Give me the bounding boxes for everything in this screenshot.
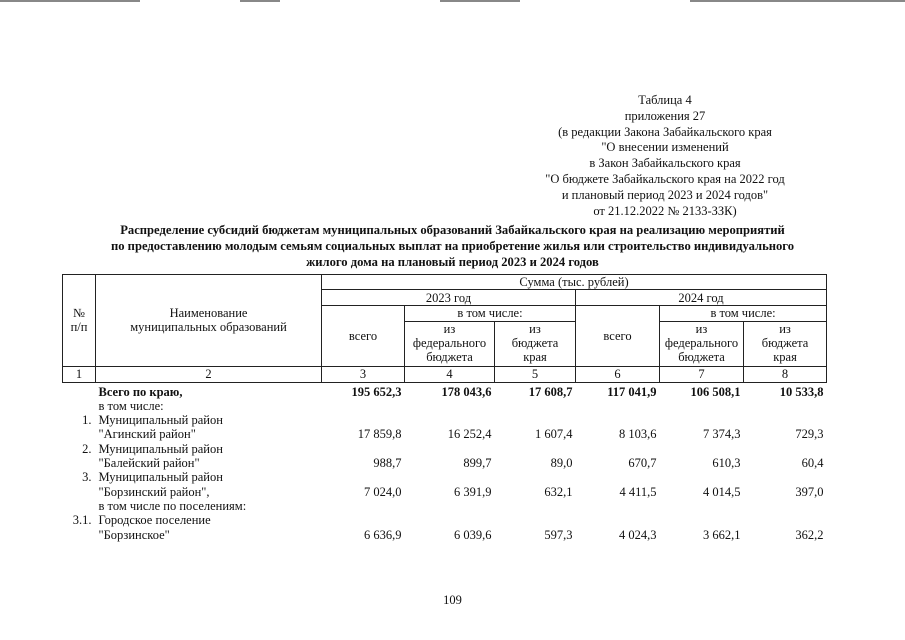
note-line: в Закон Забайкальского края (589, 156, 741, 171)
row-name: Городское поселение "Борзинское" (98, 513, 211, 542)
cell-total-2023 (322, 399, 405, 413)
cell-total-2023 (322, 499, 405, 513)
cell-fed-2024: 610,3 (712, 456, 741, 471)
table-row (63, 442, 827, 471)
cell-fed-2023: 6 391,9 (454, 484, 492, 499)
row-name: в том числе: (98, 398, 164, 413)
cell-fed-2023: 899,7 (463, 456, 492, 471)
header-incl-2024: в том числе: (660, 306, 827, 321)
row-name: Муниципальный район "Балейский район" (98, 441, 223, 471)
header-total-2023: всего (322, 306, 405, 366)
cell-reg-2024: 397,0 (795, 484, 824, 499)
cell-reg-2023 (495, 399, 576, 413)
cell-total-2024: 4 411,5 (619, 484, 657, 499)
cell-total-2023: 195 652,3 (351, 384, 402, 399)
cell-reg-2023: 632,1 (544, 484, 573, 499)
table-row (63, 382, 827, 399)
cell-total-2024 (576, 399, 660, 413)
cell-reg-2023: 1 607,4 (535, 427, 573, 442)
table-row (63, 399, 827, 413)
note-line: от 21.12.2022 № 2133-ЗЗК) (593, 203, 737, 218)
cell-total-2024: 670,7 (628, 456, 657, 471)
row-num (63, 399, 96, 413)
scan-edge-line (690, 0, 905, 2)
header-incl-2023: в том числе: (405, 306, 576, 321)
title-line: жилого дома на плановый период 2023 и 2024 годов (306, 255, 599, 269)
note-line: приложения 27 (624, 108, 706, 123)
cell-fed-2024: 7 374,3 (703, 427, 741, 442)
subsidy-table (62, 274, 827, 542)
note-line: (в редакции Закона Забайкальского края (558, 124, 772, 139)
row-name: Муниципальный район "Борзинский район", (98, 470, 223, 499)
col-number: 8 (744, 366, 827, 382)
cell-reg-2024: 10 533,8 (779, 384, 824, 399)
title-line: Распределение субсидий бюджетам муниципальных образований Забайкальского края на реализацию мероприятий (120, 223, 785, 237)
table-row (63, 499, 827, 513)
cell-total-2023: 17 859,8 (357, 427, 402, 442)
scan-edge-line (0, 0, 140, 2)
row-name: Всего по краю, (98, 384, 183, 399)
cell-total-2024: 8 103,6 (619, 427, 657, 442)
header-year-2024: 2024 год (576, 290, 827, 306)
title-line: по предоставлению молодым семьям социальных выплат на приобретение жилья или строительство индивидуального (110, 239, 794, 253)
row-num (63, 499, 96, 513)
row-num: 2. (82, 441, 92, 456)
appendix-notes (505, 93, 825, 219)
header-fed-2023: из федерального бюджета (405, 321, 495, 366)
cell-fed-2024 (660, 499, 744, 513)
cell-total-2024: 4 024,3 (619, 527, 657, 542)
cell-reg-2023: 17 608,7 (528, 384, 573, 399)
col-number: 1 (63, 366, 96, 382)
col-number: 5 (495, 366, 576, 382)
table-row (63, 413, 827, 442)
cell-total-2023: 6 636,9 (364, 527, 402, 542)
table-row (63, 470, 827, 499)
header-total-2024: всего (576, 306, 660, 366)
cell-fed-2024: 106 508,1 (690, 384, 741, 399)
page-number: 109 (443, 593, 462, 607)
note-line: "О бюджете Забайкальского края на 2022 год (545, 171, 785, 186)
note-line: и плановый период 2023 и 2024 годов" (561, 187, 769, 202)
header-fed-2024: из федерального бюджета (660, 321, 744, 366)
row-name: в том числе по поселениям: (98, 498, 247, 513)
col-number: 3 (322, 366, 405, 382)
header-reg-2024: из бюджета края (744, 321, 827, 366)
cell-reg-2023: 597,3 (544, 527, 573, 542)
cell-reg-2024 (744, 499, 827, 513)
row-name: Муниципальный район "Агинский район" (98, 413, 223, 442)
row-num: 3.1. (72, 513, 92, 528)
header-sum: Сумма (тыс. рублей) (322, 275, 827, 290)
note-line: "О внесении изменений (601, 140, 729, 155)
cell-total-2023: 988,7 (373, 456, 402, 471)
cell-reg-2024: 729,3 (795, 427, 824, 442)
cell-fed-2024: 4 014,5 (703, 484, 741, 499)
cell-reg-2023 (495, 499, 576, 513)
scan-edge-line (440, 0, 520, 2)
header-reg-2023: из бюджета края (495, 321, 576, 366)
cell-total-2023: 7 024,0 (364, 484, 402, 499)
header-num: № п/п (63, 275, 96, 367)
document-title (40, 222, 865, 270)
table-row (63, 513, 827, 542)
cell-fed-2023 (405, 499, 495, 513)
note-line: Таблица 4 (638, 93, 692, 107)
cell-total-2024 (576, 499, 660, 513)
cell-fed-2024: 3 662,1 (703, 527, 741, 542)
col-number: 2 (96, 366, 322, 382)
cell-fed-2023 (405, 399, 495, 413)
cell-reg-2024: 60,4 (801, 456, 824, 471)
header-name: Наименование муниципальных образований (96, 275, 322, 367)
col-number: 4 (405, 366, 495, 382)
row-num (63, 382, 96, 399)
cell-fed-2023: 16 252,4 (447, 427, 492, 442)
row-num: 3. (82, 470, 92, 485)
cell-reg-2023: 89,0 (550, 456, 573, 471)
cell-fed-2023: 178 043,6 (441, 384, 492, 399)
scan-edge-line (240, 0, 280, 2)
cell-reg-2024: 362,2 (795, 527, 824, 542)
header-year-2023: 2023 год (322, 290, 576, 306)
col-number: 7 (660, 366, 744, 382)
cell-reg-2024 (744, 399, 827, 413)
col-number: 6 (576, 366, 660, 382)
cell-fed-2023: 6 039,6 (454, 527, 492, 542)
cell-fed-2024 (660, 399, 744, 413)
row-num: 1. (82, 413, 92, 428)
cell-total-2024: 117 041,9 (607, 384, 657, 399)
